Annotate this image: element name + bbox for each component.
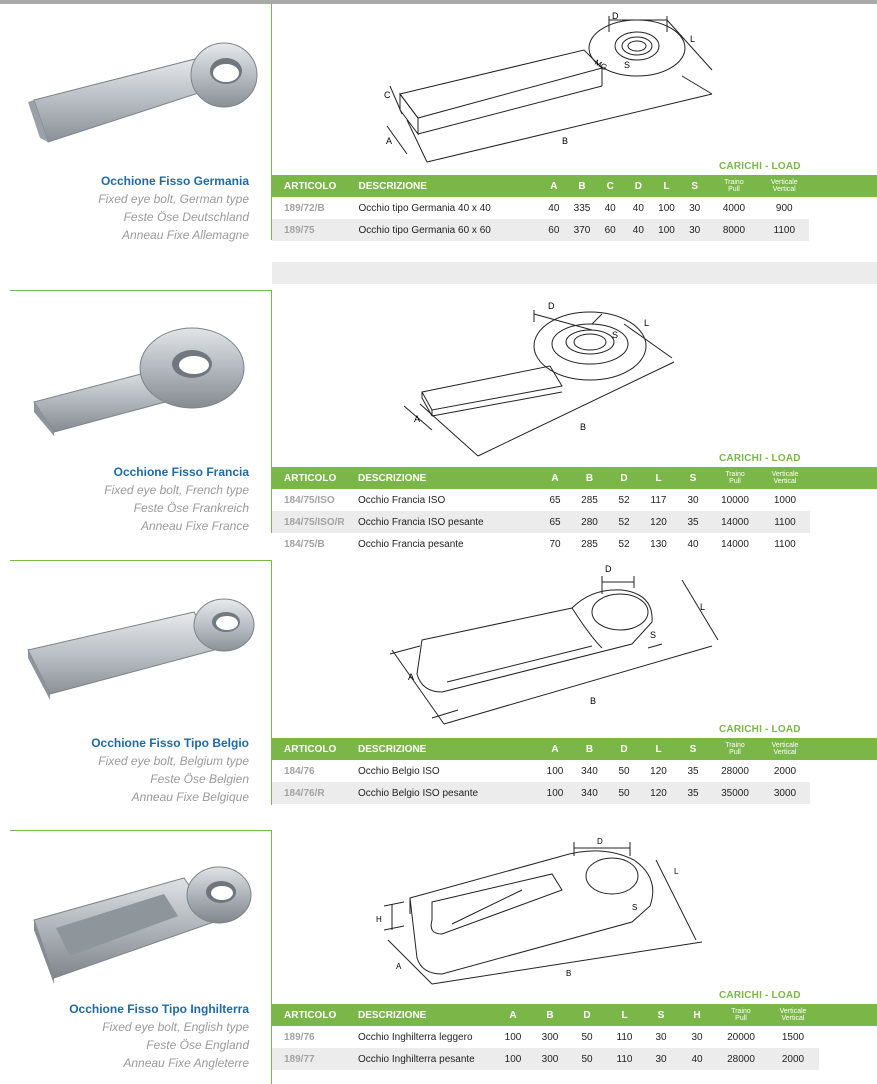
vertical-label: Vertical	[773, 749, 797, 756]
table-row	[272, 760, 877, 782]
dim-label-s: S	[612, 330, 619, 340]
product-name-en: Fixed eye bolt, French type	[104, 483, 249, 497]
col-verticale	[767, 1004, 819, 1026]
article-code: 189/76	[284, 1031, 315, 1043]
col-dim: S	[681, 175, 709, 197]
col-dim: L	[652, 175, 680, 197]
table-row	[272, 1048, 877, 1070]
col-dim: B	[568, 175, 596, 197]
dim-label-c: C	[384, 90, 391, 100]
vertical-value: 900	[775, 202, 793, 214]
dim-value: 50	[581, 1031, 593, 1043]
dim-value: 60	[596, 219, 624, 241]
vertical-value: 1500	[781, 1031, 805, 1043]
row-filler	[810, 511, 877, 533]
dim-value: 52	[618, 494, 630, 506]
dim-value: 285	[581, 494, 598, 506]
table-row	[272, 533, 877, 555]
dim-label-l: L	[644, 318, 650, 328]
table-header-row	[272, 467, 877, 489]
col-dim: H	[679, 1004, 715, 1026]
dim-label-d: D	[612, 11, 619, 21]
header-filler	[810, 467, 877, 489]
product-name-de: Feste Öse England	[146, 1038, 249, 1052]
vertical-label: Vertical	[772, 186, 796, 193]
article-code: 184/75/ISO/R	[272, 511, 354, 533]
product-name-en: Fixed eye bolt, Belgium type	[98, 754, 249, 768]
col-verticale	[759, 175, 809, 197]
col-dim: D	[624, 175, 652, 197]
dim-label-l: L	[700, 602, 706, 612]
dim-label-h: H	[376, 915, 382, 924]
dim-value: 100	[652, 219, 680, 241]
table-row	[272, 511, 877, 533]
row-filler	[809, 219, 877, 241]
table-header-row	[272, 738, 877, 760]
pull-label: Pull	[728, 186, 740, 193]
col-descrizione: DESCRIZIONE	[354, 467, 538, 489]
traino-label: Traino	[725, 742, 745, 749]
col-dim: A	[540, 175, 568, 197]
pull-value: 14000	[721, 538, 749, 550]
dim-value: 30	[687, 494, 699, 506]
pull-value: 14000	[710, 511, 760, 533]
verticale-label: Verticale	[770, 179, 798, 186]
dim-value: 40	[604, 202, 616, 214]
dim-value: 30	[655, 1031, 667, 1043]
technical-drawing-inghilterra	[272, 834, 877, 994]
col-descrizione: DESCRIZIONE	[354, 1004, 494, 1026]
col-traino	[710, 738, 760, 760]
table-row	[272, 1026, 877, 1048]
technical-drawing-belgio	[272, 564, 877, 734]
dim-value: 35	[676, 782, 710, 804]
dim-value: 50	[568, 1048, 606, 1070]
vertical-value: 1000	[773, 494, 797, 506]
dim-label-s: S	[624, 60, 631, 70]
product-name-fr: Anneau Fixe Allemagne	[122, 228, 249, 242]
dim-label-b: B	[562, 136, 569, 146]
dim-value: 280	[572, 511, 607, 533]
col-dim: A	[538, 467, 572, 489]
dim-label-a: A	[396, 962, 402, 971]
dim-value: 30	[689, 202, 701, 214]
dim-label-l: L	[674, 867, 679, 876]
dim-value: 40	[624, 219, 652, 241]
pull-value: 10000	[721, 494, 749, 506]
dim-label-b: B	[580, 422, 587, 432]
vertical-value: 1100	[759, 219, 809, 241]
row-filler	[810, 489, 877, 511]
vertical-value: 3000	[760, 782, 810, 804]
article-code: 189/75	[272, 219, 355, 241]
pull-value: 20000	[727, 1031, 755, 1043]
dim-value: 30	[681, 219, 709, 241]
header-filler	[810, 738, 877, 760]
table-header-row	[272, 175, 877, 197]
row-filler	[810, 533, 877, 555]
col-traino	[715, 1004, 767, 1026]
dim-value: 300	[541, 1031, 559, 1043]
dim-label-d: D	[597, 837, 603, 846]
table-header-row	[272, 1004, 877, 1026]
product-title: Occhione Fisso Francia	[113, 465, 249, 479]
section-rule	[10, 830, 272, 831]
product-name-de: Feste Öse Frankreich	[133, 501, 249, 515]
dim-label-l: L	[690, 34, 696, 44]
pull-label: Pull	[729, 478, 741, 485]
verticale-label: Verticale	[779, 1008, 807, 1015]
spec-table-francia	[272, 467, 877, 555]
table-row	[272, 782, 877, 804]
row-filler	[810, 782, 877, 804]
col-verticale	[760, 467, 810, 489]
vertical-label: Vertical	[781, 1015, 805, 1022]
dim-value: 100	[494, 1048, 532, 1070]
dim-value: 50	[618, 765, 630, 777]
row-filler	[809, 197, 877, 219]
load-label: CARICHI - LOAD	[719, 990, 801, 1001]
vertical-label: Vertical	[773, 478, 797, 485]
dim-value: 117	[650, 494, 667, 506]
dim-label-b: B	[566, 969, 572, 978]
dim-value: 100	[546, 765, 564, 777]
product-name-de: Feste Öse Belgien	[150, 772, 249, 786]
product-photo-francia	[14, 320, 260, 445]
product-title: Occhione Fisso Germania	[100, 174, 249, 188]
dim-value: 60	[540, 219, 568, 241]
col-dim: L	[641, 467, 676, 489]
load-label: CARICHI - LOAD	[719, 161, 801, 172]
traino-label: Traino	[731, 1008, 751, 1015]
article-desc: Occhio Francia pesante	[358, 538, 464, 550]
product-title: Occhione Fisso Tipo Inghilterra	[69, 1002, 249, 1016]
dim-value: 52	[618, 538, 630, 550]
dim-label-a: A	[386, 136, 393, 146]
load-label: CARICHI - LOAD	[719, 453, 801, 464]
dim-label-b: B	[590, 696, 597, 706]
article-code: 189/72/B	[284, 202, 325, 214]
vertical-value: 2000	[767, 1048, 819, 1070]
dim-value: 335	[573, 202, 591, 214]
article-code: 184/75/B	[284, 538, 325, 550]
dim-value: 110	[616, 1031, 633, 1043]
top-rule	[0, 0, 877, 4]
product-photo-belgio	[14, 590, 260, 710]
dim-value: 40	[632, 202, 644, 214]
header-filler	[809, 175, 877, 197]
dim-value: 285	[581, 538, 598, 550]
pull-value: 28000	[721, 765, 749, 777]
vertical-value: 2000	[773, 765, 797, 777]
thread-label: MG	[593, 57, 609, 73]
article-desc: Occhio Belgio ISO pesante	[354, 782, 538, 804]
col-descrizione: DESCRIZIONE	[354, 738, 538, 760]
dim-value: 65	[549, 494, 561, 506]
row-filler	[819, 1048, 877, 1070]
pull-label: Pull	[729, 749, 741, 756]
dim-value: 35	[676, 511, 710, 533]
product-name-en: Fixed eye bolt, German type	[98, 192, 249, 206]
col-dim: A	[538, 738, 572, 760]
col-traino	[710, 467, 760, 489]
product-name-en: Fixed eye bolt, English type	[102, 1020, 249, 1034]
table-row	[272, 219, 877, 241]
product-title: Occhione Fisso Tipo Belgio	[91, 736, 249, 750]
dim-value: 130	[650, 538, 667, 550]
pull-value: 28000	[715, 1048, 767, 1070]
dim-value: 40	[548, 202, 560, 214]
col-dim: L	[641, 738, 676, 760]
col-articolo: ARTICOLO	[272, 175, 355, 197]
col-dim: D	[607, 738, 641, 760]
row-filler	[819, 1026, 877, 1048]
dim-value: 40	[687, 538, 699, 550]
table-row	[272, 489, 877, 511]
product-name-fr: Anneau Fixe Angleterre	[123, 1056, 249, 1070]
dim-value: 120	[641, 511, 676, 533]
dim-value: 100	[504, 1031, 522, 1043]
col-dim: C	[596, 175, 624, 197]
col-articolo: ARTICOLO	[272, 467, 354, 489]
table-row	[272, 197, 877, 219]
dim-value: 100	[658, 202, 675, 214]
col-dim: A	[494, 1004, 532, 1026]
vertical-value: 1100	[760, 511, 810, 533]
dim-value: 70	[549, 538, 561, 550]
article-desc: Occhio Belgio ISO	[358, 765, 440, 777]
article-desc: Occhio tipo Germania 60 x 60	[355, 219, 540, 241]
vertical-value: 1100	[774, 538, 796, 550]
dim-value: 110	[606, 1048, 643, 1070]
pull-value: 8000	[709, 219, 759, 241]
col-articolo: ARTICOLO	[272, 1004, 354, 1026]
section-rule	[10, 560, 272, 561]
product-name-fr: Anneau Fixe France	[140, 519, 249, 533]
dim-value: 340	[572, 782, 607, 804]
dim-label-d: D	[548, 301, 555, 311]
pull-label: Pull	[735, 1015, 747, 1022]
spec-table-germania	[272, 175, 877, 241]
dim-value: 52	[607, 511, 641, 533]
pull-value: 35000	[710, 782, 760, 804]
col-dim: B	[532, 1004, 568, 1026]
article-desc: Occhio Inghilterra leggero	[358, 1031, 473, 1043]
dim-value: 370	[568, 219, 596, 241]
spec-table-belgio	[272, 738, 877, 804]
product-name-fr: Anneau Fixe Belgique	[131, 790, 249, 804]
article-code: 189/77	[272, 1048, 354, 1070]
dim-value: 100	[538, 782, 572, 804]
col-dim: S	[676, 467, 710, 489]
dim-value: 50	[607, 782, 641, 804]
load-label: CARICHI - LOAD	[719, 724, 801, 735]
article-code: 184/75/ISO	[284, 494, 335, 506]
article-desc: Occhio Inghilterra pesante	[354, 1048, 494, 1070]
col-descrizione: DESCRIZIONE	[355, 175, 540, 197]
dim-value: 65	[538, 511, 572, 533]
product-photo-germania	[14, 30, 260, 160]
verticale-label: Verticale	[771, 742, 799, 749]
technical-drawing-francia	[272, 294, 877, 464]
dim-label-s: S	[632, 903, 638, 912]
dim-label-a: A	[408, 672, 415, 682]
col-dim: S	[676, 738, 710, 760]
pull-value: 4000	[722, 202, 746, 214]
verticale-label: Verticale	[771, 471, 799, 478]
spec-table-inghilterra	[272, 1004, 877, 1070]
article-desc: Occhio tipo Germania 40 x 40	[358, 202, 491, 214]
blank-row	[272, 262, 877, 284]
dim-label-d: D	[605, 564, 612, 574]
article-code: 184/76	[284, 765, 315, 777]
product-photo-inghilterra	[14, 860, 260, 990]
dim-label-a: A	[414, 414, 421, 424]
header-filler	[819, 1004, 877, 1026]
col-dim: B	[572, 467, 607, 489]
col-articolo: ARTICOLO	[272, 738, 354, 760]
dim-value: 30	[643, 1048, 679, 1070]
product-name-de: Feste Öse Deutschland	[123, 210, 249, 224]
dim-label-s: S	[650, 630, 657, 640]
traino-label: Traino	[725, 471, 745, 478]
article-desc: Occhio Francia ISO	[358, 494, 446, 506]
col-dim: B	[572, 738, 607, 760]
dim-value: 30	[691, 1031, 703, 1043]
dim-value: 120	[641, 782, 676, 804]
technical-drawing-germania	[272, 6, 877, 172]
dim-value: 340	[581, 765, 598, 777]
dim-value: 35	[687, 765, 699, 777]
dim-value: 300	[532, 1048, 568, 1070]
dim-value: 40	[679, 1048, 715, 1070]
dim-value: 120	[650, 765, 667, 777]
section-rule	[10, 290, 272, 291]
row-filler	[810, 760, 877, 782]
col-dim: L	[606, 1004, 643, 1026]
col-dim: D	[607, 467, 641, 489]
col-dim: S	[643, 1004, 679, 1026]
article-code: 184/76/R	[272, 782, 354, 804]
col-traino	[709, 175, 759, 197]
traino-label: Traino	[724, 179, 744, 186]
article-desc: Occhio Francia ISO pesante	[354, 511, 538, 533]
col-dim: D	[568, 1004, 606, 1026]
col-verticale	[760, 738, 810, 760]
